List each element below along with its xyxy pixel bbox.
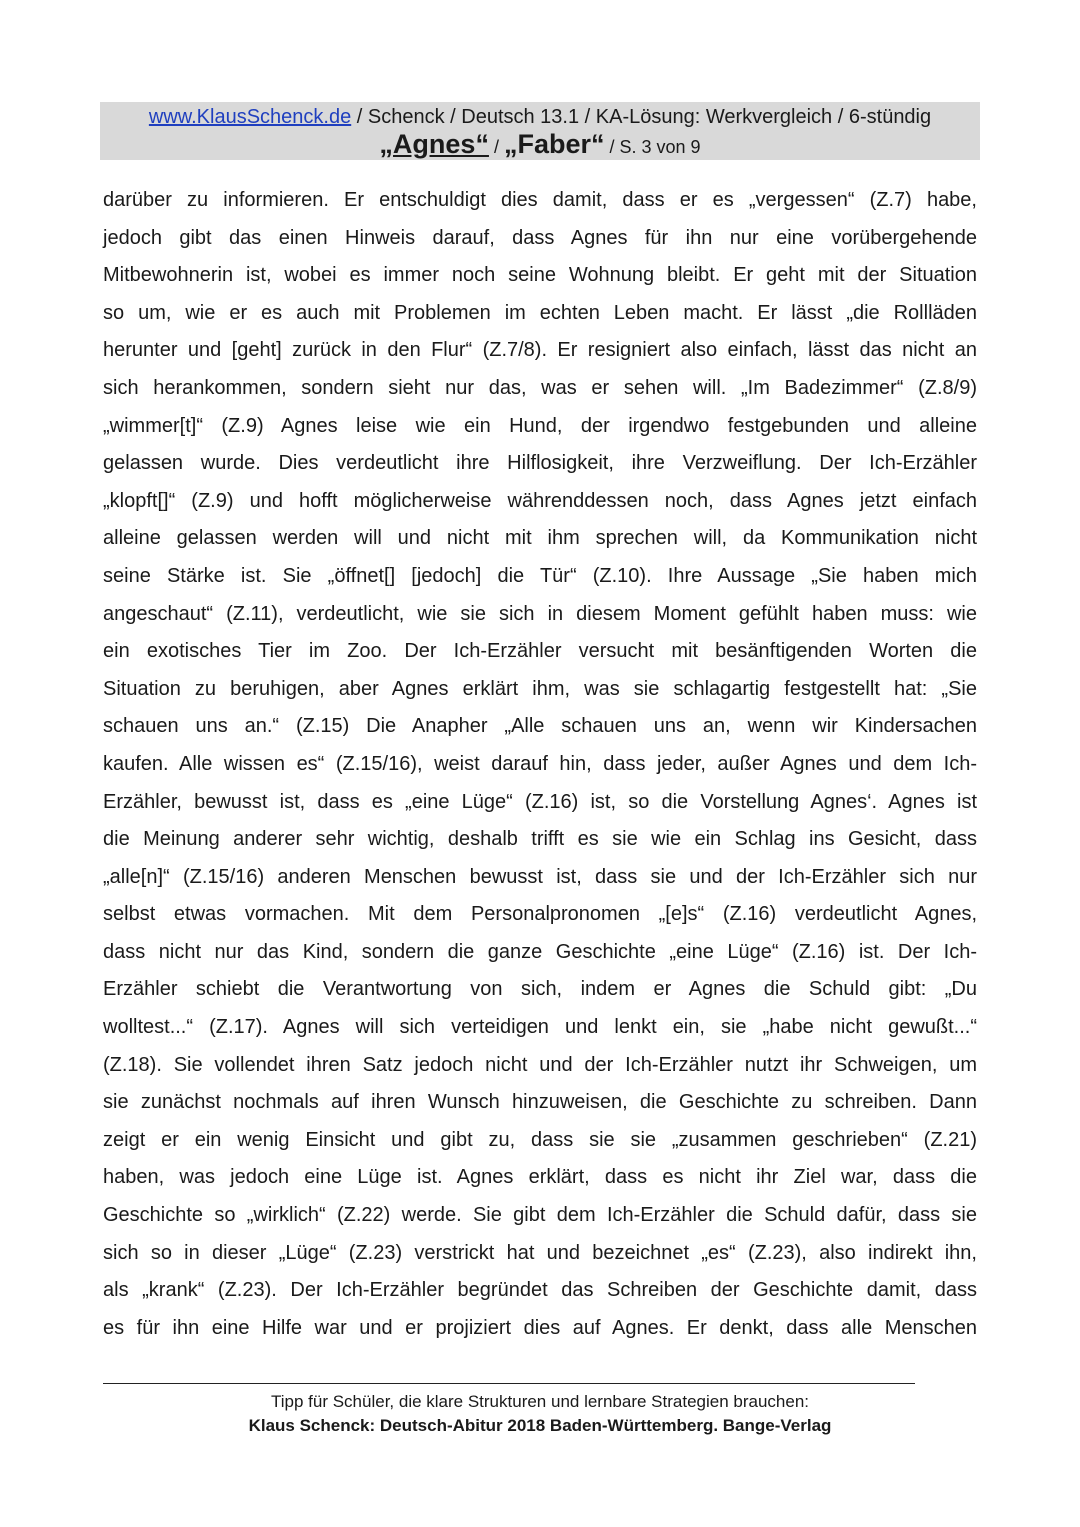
- text-line: Geschichte so „wirklich“ (Z.22) werde. Sie gibt dem Ich-Erzähler die Schuld dafür, dass sie: [103, 1204, 977, 1227]
- header-line-1: [100, 104, 980, 130]
- text-line: angeschaut“ (Z.11), verdeutlicht, wie sie sich in diesem Moment gefühlt haben muss: wie: [103, 602, 977, 625]
- text-line: „klopft[]“ (Z.9) und hofft möglicherweise währenddessen noch, dass Agnes jetzt einfach: [103, 489, 977, 512]
- text-line: herunter und [geht] zurück in den Flur“ (Z.7/8). Er resigniert also einfach, lässt das nicht an: [103, 339, 977, 362]
- text-line: darüber zu informieren. Er entschuldigt dies damit, dass er es „vergessen“ (Z.7) habe,: [103, 189, 977, 211]
- essay-text: [103, 182, 977, 1347]
- text-line: „wimmer[t]“ (Z.9) Agnes leise wie ein Hund, der irgendwo festgebunden und alleine: [103, 414, 977, 437]
- text-line: sich so in dieser „Lüge“ (Z.23) verstrickt hat und bezeichnet „es“ (Z.23), also indirekt ihn,: [103, 1241, 977, 1264]
- text-line: selbst etwas vormachen. Mit dem Personalpronomen „[e]s“ (Z.16) verdeutlicht Agnes,: [103, 903, 977, 926]
- footer-divider: [103, 1383, 915, 1384]
- footer-tip: Tipp für Schüler, die klare Strukturen und lernbare Strategien brauchen:: [270, 1392, 809, 1411]
- text-line: seine Stärke ist. Sie „öffnet[] [jedoch] die Tür“ (Z.10). Ihre Aussage „Sie haben mich: [103, 564, 977, 587]
- title-agnes: „Agnes“: [379, 129, 489, 159]
- text-line: gelassen wurde. Dies verdeutlicht ihre Hilflosigkeit, ihre Verzweiflung. Der Ich-Erzähler: [103, 452, 977, 475]
- text-line: sich herankommen, sondern sieht nur das, was er sehen will. „Im Badezimmer“ (Z.8/9): [103, 376, 977, 399]
- text-line: „alle[n]“ (Z.15/16) anderen Menschen bewusst ist, dass sie und der Ich-Erzähler sich nur: [103, 865, 977, 888]
- text-line: wolltest...“ (Z.17). Agnes will sich verteidigen und lenkt ein, sie „habe nicht gewußt...“: [103, 1016, 977, 1039]
- text-line: schauen uns an.“ (Z.15) Die Anapher „Alle schauen uns an, wenn wir Kindersachen: [103, 715, 977, 738]
- text-line: kaufen. Alle wissen es“ (Z.15/16), weist darauf hin, dass jeder, außer Agnes und dem Ich-: [103, 752, 977, 775]
- text-line: die Meinung anderer sehr wichtig, deshalb trifft es sie wie ein Schlag ins Gesicht, dass: [103, 828, 977, 851]
- title-separator: /: [488, 137, 504, 157]
- site-link[interactable]: www.KlausSchenck.de: [148, 106, 352, 128]
- text-line: dass nicht nur das Kind, sondern die ganze Geschichte „eine Lüge“ (Z.16) ist. Der Ich-: [103, 940, 977, 963]
- page-header: [100, 102, 980, 160]
- text-line: Mitbewohnerin ist, wobei es immer noch seine Wohnung bleibt. Er geht mit der Situation: [103, 264, 977, 287]
- text-line: Situation zu beruhigen, aber Agnes erklärt ihm, was sie schlagartig festgestellt hat: „Sie: [103, 677, 977, 700]
- page-info: / S. 3 von 9: [604, 137, 701, 157]
- title-faber: „Faber“: [503, 129, 605, 159]
- text-line: es für ihn eine Hilfe war und er projiziert dies auf Agnes. Er denkt, dass alle Menschen: [103, 1316, 977, 1339]
- header-line-2: [100, 129, 980, 162]
- text-line: haben, was jedoch eine Lüge ist. Agnes erklärt, dass es nicht ihr Ziel war, dass die: [103, 1166, 977, 1189]
- text-line: so um, wie er es auch mit Problemen im echten Leben macht. Er lässt „die Rollläden: [103, 301, 977, 324]
- text-line: Erzähler, bewusst ist, dass es „eine Lüge“ (Z.16) ist, so die Vorstellung Agnes‘. Agnes ist: [103, 790, 977, 813]
- text-line: (Z.18). Sie vollendet ihren Satz jedoch nicht und der Ich-Erzähler nutzt ihr Schweigen, um: [103, 1053, 977, 1076]
- text-line: zeigt er ein wenig Einsicht und gibt zu, dass sie sie „zusammen geschrieben“ (Z.21): [103, 1128, 977, 1151]
- text-line: jedoch gibt das einen Hinweis darauf, dass Agnes für ihn nur eine vorübergehende: [103, 226, 977, 249]
- document-path: / Schenck / Deutsch 13.1 / KA-Lösung: Werkvergleich / 6-stündig: [351, 106, 932, 128]
- text-line: als „krank“ (Z.23). Der Ich-Erzähler begründet das Schreiben der Geschichte damit, dass: [103, 1279, 977, 1302]
- text-line: sie zunächst nochmals auf ihren Wunsch hinzuweisen, die Geschichte zu schreiben. Dann: [103, 1091, 977, 1114]
- page-footer: [100, 1390, 980, 1438]
- text-line: ein exotisches Tier im Zoo. Der Ich-Erzähler versucht mit besänftigenden Worten die: [103, 640, 977, 663]
- text-line: alleine gelassen werden will und nicht mit ihm sprechen will, da Kommunikation nicht: [103, 527, 977, 550]
- text-line: Erzähler schiebt die Verantwortung von sich, indem er Agnes die Schuld gibt: „Du: [103, 978, 977, 1001]
- footer-book-reference: Klaus Schenck: Deutsch-Abitur 2018 Baden-Württemberg. Bange-Verlag: [248, 1416, 832, 1435]
